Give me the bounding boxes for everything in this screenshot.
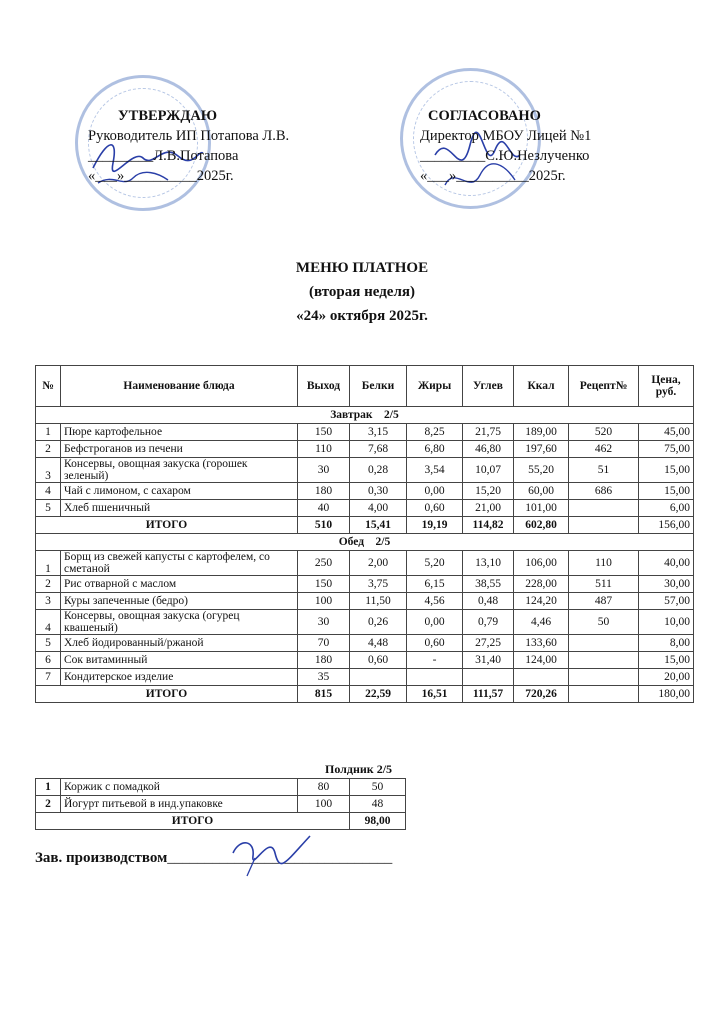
approval-left-heading: УТВЕРЖДАЮ — [118, 108, 218, 124]
cell-fats — [407, 669, 463, 686]
cell-carbs: 21,00 — [463, 500, 514, 517]
cell-number: 5 — [36, 500, 61, 517]
cell-price: 75,00 — [639, 441, 694, 458]
col-header-output: Выход — [298, 366, 350, 407]
cell-number: 1 — [36, 551, 61, 576]
cell-price: 15,00 — [639, 483, 694, 500]
cell-number: 2 — [36, 576, 61, 593]
section-lunch — [36, 534, 694, 551]
table-row — [36, 610, 694, 635]
cell-kcal: 55,20 — [514, 458, 569, 483]
cell-output: 110 — [298, 441, 350, 458]
cell-kcal: 124,00 — [514, 652, 569, 669]
cell-kcal: 124,20 — [514, 593, 569, 610]
cell-price: 50 — [350, 779, 406, 796]
total-proteins: 15,41 — [350, 517, 407, 534]
cell-output: 80 — [298, 779, 350, 796]
cell-proteins — [350, 669, 407, 686]
cell-output: 70 — [298, 635, 350, 652]
cell-number: 2 — [36, 441, 61, 458]
table-row — [36, 500, 694, 517]
col-header-price: Цена, руб. — [639, 366, 694, 407]
cell-fats: 3,54 — [407, 458, 463, 483]
cell-price: 15,00 — [639, 652, 694, 669]
col-header-name: Наименование блюда — [61, 366, 298, 407]
cell-number: 6 — [36, 652, 61, 669]
cell-output: 250 — [298, 551, 350, 576]
cell-price: 57,00 — [639, 593, 694, 610]
cell-name: Бефстроганов из печени — [61, 441, 298, 458]
col-header-carbs: Углев — [463, 366, 514, 407]
total-label: ИТОГО — [36, 686, 298, 703]
approval-right — [420, 106, 591, 186]
cell-carbs: 15,20 — [463, 483, 514, 500]
cell-fats: 8,25 — [407, 424, 463, 441]
table-row — [36, 551, 694, 576]
cell-fats: 5,20 — [407, 551, 463, 576]
table-row — [36, 424, 694, 441]
total-recipe — [569, 686, 639, 703]
cell-price: 45,00 — [639, 424, 694, 441]
cell-proteins: 0,28 — [350, 458, 407, 483]
cell-number: 4 — [36, 610, 61, 635]
total-carbs: 114,82 — [463, 517, 514, 534]
cell-recipe: 686 — [569, 483, 639, 500]
cell-name: Пюре картофельное — [61, 424, 298, 441]
cell-number: 5 — [36, 635, 61, 652]
cell-number: 3 — [36, 593, 61, 610]
cell-name: Консервы, овощная закуска (огурец квашеный) — [61, 610, 298, 635]
menu-table — [35, 365, 694, 703]
cell-fats: 4,56 — [407, 593, 463, 610]
cell-carbs: 31,40 — [463, 652, 514, 669]
approval-left-date-line: «___»__________2025г. — [88, 168, 234, 184]
table-row — [36, 593, 694, 610]
cell-name: Борщ из свежей капусты с картофелем, со сметаной — [61, 551, 298, 576]
cell-name: Чай с лимоном, с сахаром — [61, 483, 298, 500]
cell-proteins: 0,60 — [350, 652, 407, 669]
cell-output: 100 — [298, 593, 350, 610]
footer — [35, 850, 392, 867]
cell-price: 48 — [350, 796, 406, 813]
cell-recipe: 50 — [569, 610, 639, 635]
col-header-recipe: Рецепт№ — [569, 366, 639, 407]
cell-output: 180 — [298, 483, 350, 500]
section-breakfast — [36, 407, 694, 424]
cell-price: 15,00 — [639, 458, 694, 483]
cell-recipe — [569, 635, 639, 652]
total-recipe — [569, 517, 639, 534]
total-carbs: 111,57 — [463, 686, 514, 703]
total-output: 510 — [298, 517, 350, 534]
table-row — [36, 441, 694, 458]
cell-output: 150 — [298, 576, 350, 593]
total-label: ИТОГО — [36, 517, 298, 534]
cell-kcal: 106,00 — [514, 551, 569, 576]
total-row-snack — [36, 813, 406, 830]
approval-left-signature-line: _________Л.В.Потапова — [88, 148, 239, 164]
cell-proteins: 3,75 — [350, 576, 407, 593]
cell-price: 30,00 — [639, 576, 694, 593]
cell-carbs: 0,79 — [463, 610, 514, 635]
cell-output: 30 — [298, 458, 350, 483]
cell-number: 1 — [36, 424, 61, 441]
total-fats: 19,19 — [407, 517, 463, 534]
total-label: ИТОГО — [36, 813, 350, 830]
approval-right-position: Директор МБОУ Лицей №1 — [420, 128, 592, 144]
cell-fats: 0,60 — [407, 500, 463, 517]
cell-price: 20,00 — [639, 669, 694, 686]
cell-price: 8,00 — [639, 635, 694, 652]
total-proteins: 22,59 — [350, 686, 407, 703]
cell-price: 10,00 — [639, 610, 694, 635]
cell-carbs: 13,10 — [463, 551, 514, 576]
approval-left-position: Руководитель ИП Потапова Л.В. — [88, 128, 290, 144]
cell-fats: 0,00 — [407, 483, 463, 500]
total-price: 98,00 — [350, 813, 406, 830]
cell-carbs: 27,25 — [463, 635, 514, 652]
cell-kcal — [514, 669, 569, 686]
cell-output: 150 — [298, 424, 350, 441]
cell-recipe: 520 — [569, 424, 639, 441]
cell-number: 4 — [36, 483, 61, 500]
cell-fats: 6,80 — [407, 441, 463, 458]
title-line-1: МЕНЮ ПЛАТНОЕ — [295, 260, 429, 276]
cell-output: 35 — [298, 669, 350, 686]
approval-right-heading: СОГЛАСОВАНО — [428, 108, 541, 124]
cell-kcal: 228,00 — [514, 576, 569, 593]
approval-right-signature-line: _________С.Ю.Незлученко — [420, 148, 590, 164]
snack-table — [35, 778, 406, 830]
cell-proteins: 4,00 — [350, 500, 407, 517]
col-header-kcal: Ккал — [514, 366, 569, 407]
cell-kcal: 60,00 — [514, 483, 569, 500]
total-kcal: 602,80 — [514, 517, 569, 534]
section-label: Завтрак 2/5 — [36, 407, 694, 424]
col-header-fats: Жиры — [407, 366, 463, 407]
table-row — [36, 779, 406, 796]
table-header-row — [36, 366, 694, 407]
total-row-breakfast — [36, 517, 694, 534]
cell-fats: - — [407, 652, 463, 669]
cell-proteins: 11,50 — [350, 593, 407, 610]
cell-fats: 0,00 — [407, 610, 463, 635]
total-row-lunch — [36, 686, 694, 703]
cell-carbs: 38,55 — [463, 576, 514, 593]
page-title — [0, 260, 724, 332]
cell-name: Коржик с помадкой — [61, 779, 298, 796]
cell-name: Куры запеченные (бедро) — [61, 593, 298, 610]
cell-name: Хлеб йодированный/ржаной — [61, 635, 298, 652]
cell-carbs: 0,48 — [463, 593, 514, 610]
cell-proteins: 4,48 — [350, 635, 407, 652]
table-row — [36, 652, 694, 669]
total-price: 156,00 — [639, 517, 694, 534]
cell-kcal: 4,46 — [514, 610, 569, 635]
cell-output: 40 — [298, 500, 350, 517]
table-row — [36, 669, 694, 686]
section-label: Обед 2/5 — [36, 534, 694, 551]
cell-proteins: 2,00 — [350, 551, 407, 576]
cell-fats: 6,15 — [407, 576, 463, 593]
cell-kcal: 101,00 — [514, 500, 569, 517]
cell-number: 7 — [36, 669, 61, 686]
title-line-3: «24» октября 2025г. — [296, 308, 428, 324]
cell-recipe: 511 — [569, 576, 639, 593]
cell-number: 1 — [36, 779, 61, 796]
table-row — [36, 576, 694, 593]
col-header-proteins: Белки — [350, 366, 407, 407]
cell-proteins: 7,68 — [350, 441, 407, 458]
cell-output: 30 — [298, 610, 350, 635]
cell-recipe — [569, 500, 639, 517]
cell-name: Йогурт питьевой в инд.упаковке — [61, 796, 298, 813]
cell-kcal: 133,60 — [514, 635, 569, 652]
cell-recipe: 462 — [569, 441, 639, 458]
cell-number: 3 — [36, 458, 61, 483]
total-output: 815 — [298, 686, 350, 703]
cell-name: Хлеб пшеничный — [61, 500, 298, 517]
approval-left — [88, 106, 289, 186]
cell-name: Консервы, овощная закуска (горошек зеленый) — [61, 458, 298, 483]
cell-recipe: 110 — [569, 551, 639, 576]
cell-carbs: 46,80 — [463, 441, 514, 458]
table-row — [36, 635, 694, 652]
approval-right-date-line: «___»__________2025г. — [420, 168, 566, 184]
cell-name: Рис отварной с маслом — [61, 576, 298, 593]
cell-kcal: 189,00 — [514, 424, 569, 441]
footer-label: Зав. производством — [35, 850, 168, 866]
signature-footer-icon — [225, 828, 315, 878]
table-row — [36, 483, 694, 500]
footer-signature-line: ______________________________ — [167, 850, 393, 866]
cell-fats: 0,60 — [407, 635, 463, 652]
snack-section-label: Полдник 2/5 — [325, 762, 393, 776]
cell-recipe: 51 — [569, 458, 639, 483]
cell-output: 100 — [298, 796, 350, 813]
col-header-number: № — [36, 366, 61, 407]
table-row — [36, 796, 406, 813]
cell-carbs: 10,07 — [463, 458, 514, 483]
title-line-2: (вторая неделя) — [309, 284, 415, 300]
total-price: 180,00 — [639, 686, 694, 703]
total-kcal: 720,26 — [514, 686, 569, 703]
cell-recipe — [569, 652, 639, 669]
cell-output: 180 — [298, 652, 350, 669]
cell-proteins: 0,30 — [350, 483, 407, 500]
cell-number: 2 — [36, 796, 61, 813]
cell-proteins: 0,26 — [350, 610, 407, 635]
cell-carbs — [463, 669, 514, 686]
cell-kcal: 197,60 — [514, 441, 569, 458]
cell-name: Кондитерское изделие — [61, 669, 298, 686]
cell-name: Сок витаминный — [61, 652, 298, 669]
cell-proteins: 3,15 — [350, 424, 407, 441]
cell-carbs: 21,75 — [463, 424, 514, 441]
cell-price: 6,00 — [639, 500, 694, 517]
cell-price: 40,00 — [639, 551, 694, 576]
total-fats: 16,51 — [407, 686, 463, 703]
cell-recipe — [569, 669, 639, 686]
cell-recipe: 487 — [569, 593, 639, 610]
table-row — [36, 458, 694, 483]
